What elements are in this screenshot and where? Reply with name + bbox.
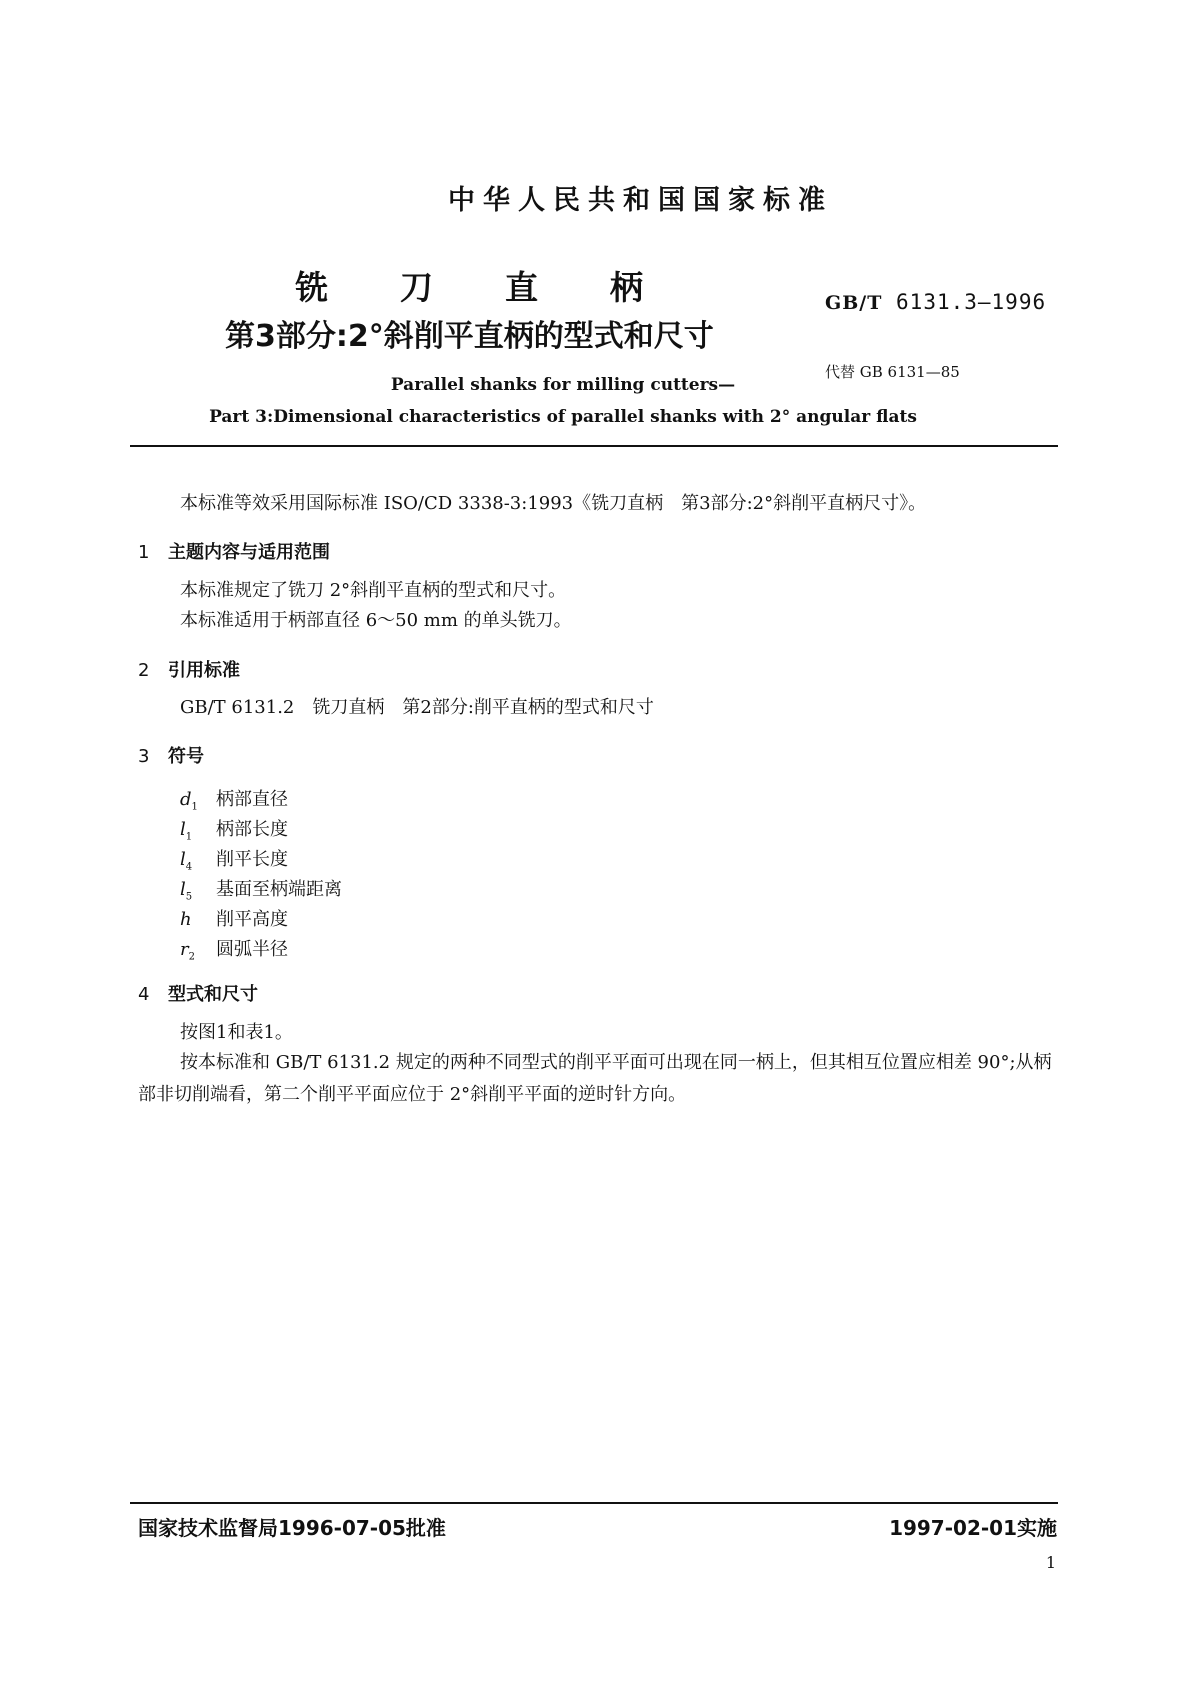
symbol-meaning: 圆弧半径 (216, 939, 288, 960)
symbol-row (180, 875, 342, 903)
symbol-meaning: 柄部直径 (216, 789, 288, 810)
symbol-meaning: 削平长度 (216, 849, 288, 870)
national-standard-heading: 中华人民共和国国家标准 (448, 185, 833, 216)
section-1-paragraph-2: 本标准适用于柄部直径 6～50 mm 的单头铣刀。 (180, 610, 572, 631)
section-3-heading (138, 742, 204, 768)
section-title: 引用标准 (168, 660, 240, 681)
symbol-row (180, 905, 288, 933)
section-4-paragraph-1: 按图1和表1。 (180, 1022, 293, 1043)
section-2-paragraph-1: GB/T 6131.2 铣刀直柄 第2部分:削平直柄的型式和尺寸 (180, 697, 654, 718)
title-en-line1: Parallel shanks for milling cutters— (390, 375, 736, 395)
symbol: h (180, 909, 192, 930)
section-title: 主题内容与适用范围 (168, 542, 330, 563)
standard-code (825, 290, 1046, 314)
symbol-meaning: 基面至柄端距离 (216, 879, 342, 900)
page-number: 1 (1045, 1553, 1056, 1572)
section-4-paragraph-2: 按本标准和 GB/T 6131.2 规定的两种不同型式的削平平面可出现在同一柄上，但其相互位置应相差 90°;从柄部非切削端看，第二个削平平面应位于 2°斜削平平面的逆时针方向。 (138, 1052, 1052, 1105)
symbol-row (180, 935, 288, 963)
symbol: $l_4$ (180, 849, 193, 873)
effective-date: 1997-02-01实施 (889, 1516, 1057, 1540)
header-divider (130, 445, 1058, 447)
title-cn-line2: 第3部分:2°斜削平直柄的型式和尺寸 (225, 319, 714, 354)
section-number: 3 (138, 746, 150, 767)
footer-divider (130, 1502, 1058, 1504)
section-1-paragraph-1: 本标准规定了铣刀 2°斜削平直柄的型式和尺寸。 (180, 580, 567, 601)
symbol: $l_1$ (180, 819, 193, 843)
section-4-heading (138, 980, 258, 1006)
symbol: $r_2$ (180, 939, 195, 963)
issued-date: 国家技术监督局1996-07-05批准 (138, 1516, 446, 1540)
section-title: 型式和尺寸 (168, 984, 258, 1005)
section-1-heading (138, 538, 330, 564)
symbol: $d_1$ (180, 789, 198, 813)
section-number: 2 (138, 660, 150, 681)
standard-code-number: 6131.3—1996 (896, 290, 1047, 314)
section-number: 4 (138, 984, 150, 1005)
section-title: 符号 (168, 746, 204, 767)
title-en-line2: Part 3:Dimensional characteristics of parallel shanks with 2° angular flats (209, 407, 917, 427)
standard-code-prefix: GB/T (825, 292, 883, 314)
section-number: 1 (138, 542, 150, 563)
symbol-row (180, 845, 288, 873)
intro-paragraph: 本标准等效采用国际标准 ISO/CD 3338-3:1993《铣刀直柄 第3部分:2°斜削平直柄尺寸》。 (180, 493, 927, 514)
section-2-heading (138, 656, 240, 682)
symbol-meaning: 柄部长度 (216, 819, 288, 840)
title-cn-line1: 铣刀直柄 (295, 268, 715, 307)
replaces-note: 代替 GB 6131—85 (825, 363, 960, 381)
symbol-row (180, 815, 288, 843)
symbol: $l_5$ (180, 879, 193, 903)
symbol-meaning: 削平高度 (216, 909, 288, 930)
symbol-row (180, 785, 288, 813)
